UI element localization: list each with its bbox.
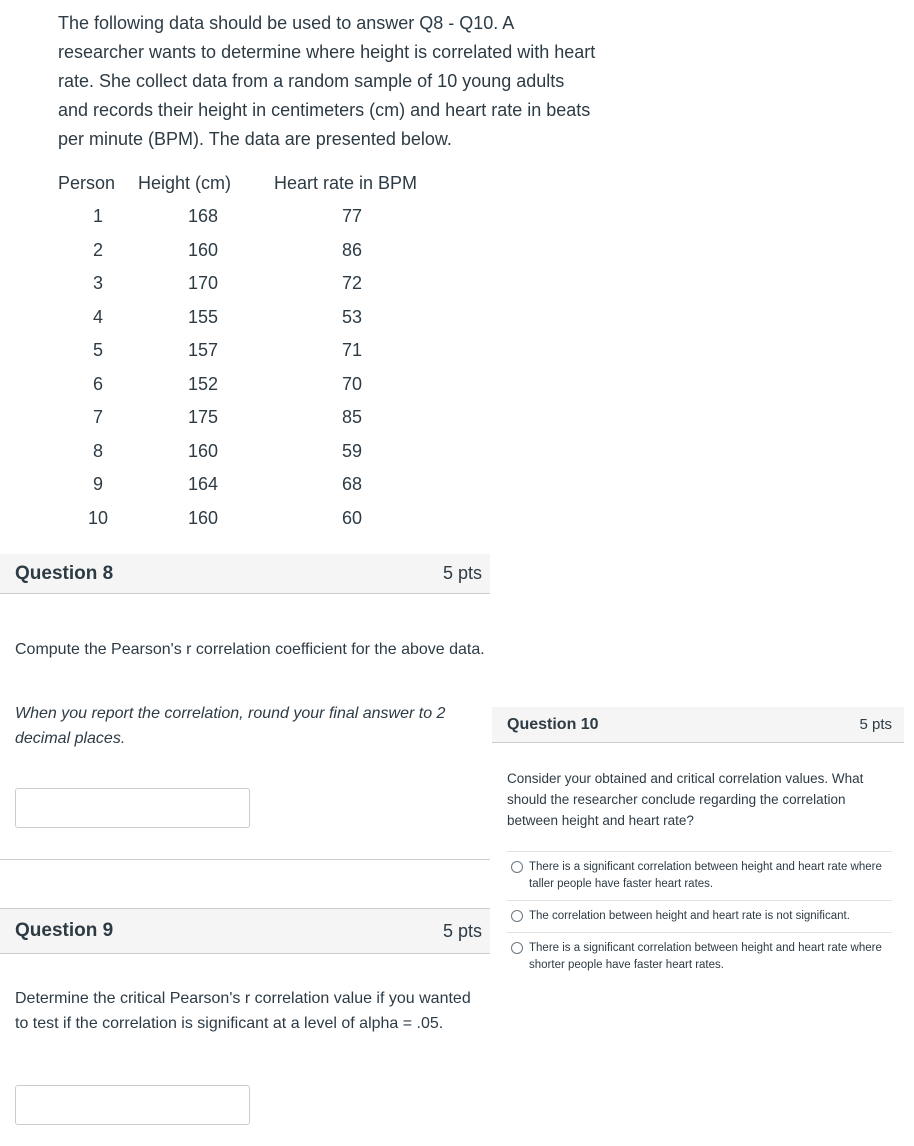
cell-heart-rate: 86 xyxy=(341,239,362,260)
option-label: There is a significant correlation between height and heart rate where shorter people have faster heart rates. xyxy=(529,942,882,971)
cell-height: 160 xyxy=(187,440,219,461)
table-row xyxy=(58,368,430,402)
question-8-note xyxy=(15,701,485,751)
table-row xyxy=(58,401,430,435)
question-8-text: Compute the Pearson's r correlation coefficient for the above data. xyxy=(15,641,485,658)
question-8-note-text: When you report the correlation, round your final answer to 2 decimal places. xyxy=(15,705,446,747)
cell-height: 170 xyxy=(187,273,219,294)
table-row xyxy=(58,334,430,368)
table-row xyxy=(58,435,430,469)
cell-person: 2 xyxy=(92,239,103,260)
question-8-header xyxy=(0,554,490,594)
cell-heart-rate: 68 xyxy=(341,474,362,495)
cell-heart-rate: 59 xyxy=(341,440,362,461)
data-table xyxy=(58,167,430,535)
column-header-height: Height (cm) xyxy=(138,173,232,193)
question-8-title: Question 8 xyxy=(15,562,114,584)
column-header-heart-rate: Heart rate in BPM xyxy=(274,173,418,193)
cell-height: 157 xyxy=(187,340,219,361)
question-10-header xyxy=(492,707,904,743)
option-label: There is a significant correlation between height and heart rate where taller people have faster heart rates. xyxy=(529,861,882,890)
cell-height: 164 xyxy=(187,474,219,495)
question-10-text: Consider your obtained and critical correlation values. What should the researcher conclude regarding the correlation between height and heart rate? xyxy=(507,771,864,828)
cell-height: 155 xyxy=(187,306,219,327)
cell-heart-rate: 85 xyxy=(341,407,362,428)
table-row xyxy=(58,234,430,268)
question-10-title: Question 10 xyxy=(507,715,599,733)
table-row xyxy=(58,502,430,536)
intro-text: The following data should be used to answer Q8 - Q10. A researcher wants to determine where height is correlated with heart rate. She collect data from a random sample of 10 young adults and records their height in centimeters (cm) and heart rate in beats per minute (BPM). The data are presented below. xyxy=(58,13,596,149)
cell-height: 175 xyxy=(187,407,219,428)
table-row xyxy=(58,301,430,335)
question-9-points: 5 pts xyxy=(442,920,482,941)
cell-heart-rate: 71 xyxy=(341,340,362,361)
question-10-option-1[interactable] xyxy=(507,851,892,900)
cell-heart-rate: 72 xyxy=(341,273,362,294)
radio-button-icon[interactable] xyxy=(511,942,523,954)
cell-height: 152 xyxy=(187,373,219,394)
cell-person: 10 xyxy=(87,507,109,528)
table-row xyxy=(58,267,430,301)
cell-person: 4 xyxy=(92,306,103,327)
question-9-title: Question 9 xyxy=(15,920,114,941)
table-header-row xyxy=(58,167,430,200)
question-8-answer-input[interactable] xyxy=(15,788,250,828)
question-10-option-2[interactable] xyxy=(507,900,892,932)
cell-person: 5 xyxy=(92,340,103,361)
cell-person: 1 xyxy=(92,206,103,227)
cell-person: 3 xyxy=(92,273,103,294)
question-10-option-3[interactable] xyxy=(507,932,892,981)
question-9-text: Determine the critical Pearson's r correlation value if you wanted to test if the correlation is significant at a level of alpha = .05. xyxy=(15,990,471,1032)
column-header-person: Person xyxy=(58,173,116,193)
cell-heart-rate: 77 xyxy=(341,206,362,227)
table-row xyxy=(58,200,430,234)
radio-button-icon[interactable] xyxy=(511,861,523,873)
cell-person: 9 xyxy=(92,474,103,495)
cell-person: 8 xyxy=(92,440,103,461)
cell-height: 160 xyxy=(187,507,219,528)
option-label: The correlation between height and heart rate is not significant. xyxy=(529,910,850,922)
radio-button-icon[interactable] xyxy=(511,910,523,922)
cell-person: 6 xyxy=(92,373,103,394)
table-row xyxy=(58,468,430,502)
question-9-answer-input[interactable] xyxy=(15,1085,250,1125)
cell-height: 168 xyxy=(187,206,219,227)
cell-heart-rate: 60 xyxy=(341,507,362,528)
cell-person: 7 xyxy=(92,407,103,428)
question-9-header xyxy=(0,908,490,954)
cell-heart-rate: 53 xyxy=(341,306,362,327)
question-8-divider xyxy=(0,859,490,860)
question-10-options xyxy=(507,851,892,981)
question-10-points: 5 pts xyxy=(859,716,892,733)
cell-height: 160 xyxy=(187,239,219,260)
cell-heart-rate: 70 xyxy=(341,373,362,394)
question-8-points: 5 pts xyxy=(442,563,482,583)
